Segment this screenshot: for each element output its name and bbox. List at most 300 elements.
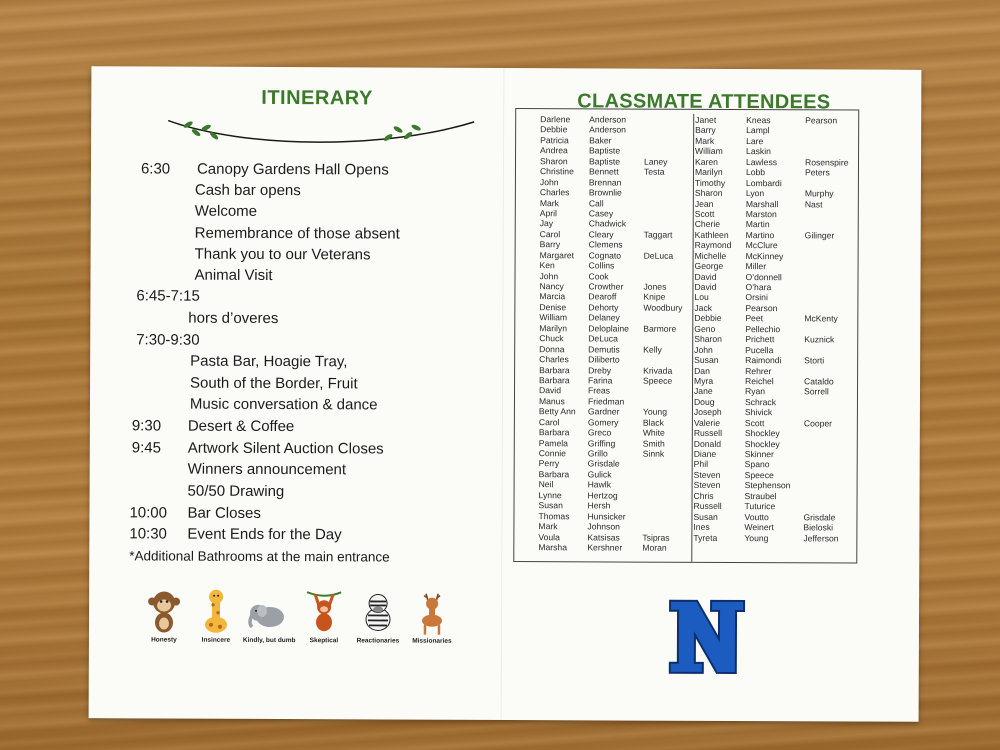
attendee-first-name: John <box>539 176 559 187</box>
itinerary-desc: 50/50 Drawing <box>187 482 285 501</box>
attendee-last-name: Hunsicker <box>587 510 626 522</box>
attendee-last-name: McKinney <box>745 250 784 261</box>
attendee-married-name <box>804 282 848 293</box>
itinerary-desc: South of the Border, Fruit <box>190 374 358 393</box>
attendee-married-name <box>804 449 848 460</box>
itinerary-desc: Animal Visit <box>194 266 273 284</box>
attendee-first-name: Mark <box>539 197 559 208</box>
attendee-married-name: Knipe <box>643 292 666 303</box>
itinerary-desc: Desert & Coffee <box>187 417 295 436</box>
attendee-married-name: Cataldo <box>804 376 834 387</box>
attendee-married-name <box>644 261 683 272</box>
attendee-first-name: Lou <box>694 292 709 303</box>
attendee-last-name: Shockley <box>744 428 780 439</box>
attendee-last-name: Greco <box>587 427 612 438</box>
attendee-last-name: Casey <box>588 208 614 219</box>
attendee-last-name: Chadwick <box>588 218 627 229</box>
attendee-first-name: Christine <box>539 166 574 177</box>
attendee-last-name: Delaney <box>588 312 620 323</box>
itinerary-desc: Remembrance of those absent <box>194 224 400 243</box>
attendee-first-name: Barbara <box>539 375 570 386</box>
attendee-first-name: Thomas <box>538 510 570 521</box>
attendee-last-name: Brownlie <box>588 187 622 198</box>
animal-label: Skeptical <box>309 637 339 645</box>
itinerary-desc: Cash bar opens <box>194 181 301 200</box>
attendee-first-name: Timothy <box>694 177 726 188</box>
attendee-last-name: Dreby <box>588 364 612 375</box>
itinerary-desc: Artwork Silent Auction Closes <box>187 439 384 458</box>
itinerary-time: 10:30 <box>129 525 167 543</box>
attendee-last-name: Laskin <box>746 146 771 157</box>
attendee-married-name <box>804 345 848 356</box>
attendee-first-name: David <box>694 281 717 292</box>
attendee-last-name: Straubel <box>744 490 777 501</box>
attendee-last-name: Johnson <box>587 521 620 532</box>
attendee-first-name: Carol <box>538 416 560 427</box>
animal-zebra <box>353 589 403 644</box>
attendee-first-name: Jane <box>693 386 713 397</box>
program-sheet <box>89 66 922 722</box>
attendee-last-name: Ryan <box>744 386 766 397</box>
attendee-first-name: John <box>539 270 559 281</box>
attendee-married-name <box>804 408 848 419</box>
itinerary-desc: Event Ends for the Day <box>187 525 342 544</box>
monkey-icon <box>145 588 183 634</box>
attendee-last-name: McClure <box>745 240 778 251</box>
attendee-first-name: Steven <box>693 469 721 480</box>
attendee-married-name: Young <box>642 406 668 417</box>
attendee-last-name: DeLuca <box>588 333 618 344</box>
attendee-last-name: Pearson <box>745 302 778 314</box>
deer-icon <box>413 590 451 636</box>
itinerary-time: 10:00 <box>129 504 168 522</box>
attendee-last-name: Prichett <box>745 334 775 345</box>
attendee-first-name: Donald <box>693 438 722 449</box>
attendee-last-name: Schrack <box>744 396 777 407</box>
attendee-first-name: Denise <box>539 302 567 313</box>
itinerary-time: 7:30-9:30 <box>136 331 200 349</box>
attendee-first-name: Connie <box>538 448 566 459</box>
attendee-married-name <box>804 324 848 335</box>
attendee-married-name <box>803 501 847 512</box>
attendee-married-name: Black <box>642 417 664 428</box>
giraffe-icon <box>197 589 235 635</box>
attendee-married-name <box>804 460 848 471</box>
itinerary-time: 6:30 <box>140 160 171 178</box>
attendee-last-name: Katsisas <box>587 531 620 543</box>
attendee-married-name: Taggart <box>643 229 673 240</box>
animal-label: Missionaries <box>412 637 452 645</box>
attendee-married-name <box>643 386 682 397</box>
attendee-last-name: Hertzog <box>587 490 618 501</box>
left-first-names <box>538 114 577 553</box>
attendee-last-name: Griffing <box>587 437 616 449</box>
attendee-first-name: Voula <box>538 531 560 542</box>
bathroom-note: *Additional Bathrooms at the main entrance <box>129 548 390 565</box>
attendee-married-name: Bieloski <box>803 522 834 533</box>
attendee-married-name <box>804 293 848 304</box>
itinerary-desc: Canopy Gardens Hall Opens <box>196 160 389 179</box>
attendee-first-name: William <box>695 146 723 157</box>
attendee-first-name: Chris <box>693 490 714 501</box>
attendee-last-name: Speece <box>744 469 774 481</box>
attendee-last-name: Lawless <box>745 156 778 167</box>
attendee-last-name: Clemens <box>588 239 623 250</box>
attendee-first-name: Ines <box>693 521 710 532</box>
attendee-last-name: Call <box>588 197 604 208</box>
attendee-married-name: Nast <box>804 198 823 209</box>
attendee-first-name: Janet <box>695 114 717 125</box>
attendee-last-name: Martin <box>745 219 770 230</box>
attendee-married-name <box>643 355 682 366</box>
attendee-first-name: Mark <box>695 135 715 146</box>
attendee-married-name: Tsipras <box>642 532 670 543</box>
left-last-names <box>587 114 630 553</box>
attendee-last-name: Marshall <box>745 198 779 209</box>
attendee-married-name: Kelly <box>643 344 662 355</box>
attendee-married-name <box>805 136 849 147</box>
orangutan-icon <box>305 589 343 635</box>
attendee-first-name: Karen <box>694 156 718 167</box>
attendee-first-name: Barry <box>539 239 561 250</box>
animal-giraffe <box>191 589 241 644</box>
attendee-first-name: Sharon <box>539 155 568 167</box>
attendee-married-name: Grisdale <box>803 511 836 523</box>
attendee-last-name: Shivick <box>744 407 773 418</box>
attendee-married-name <box>804 481 848 492</box>
animal-orangutan <box>299 589 349 644</box>
itinerary-desc: Bar Closes <box>187 504 261 522</box>
attendee-first-name: Barbara <box>539 364 570 375</box>
attendee-first-name: Patricia <box>540 135 569 146</box>
attendee-last-name: Shockley <box>744 438 780 449</box>
attendee-first-name: Russell <box>693 427 723 439</box>
attendee-last-name: Baker <box>589 135 612 146</box>
attendee-last-name: Lare <box>746 135 764 146</box>
attendee-married-name <box>644 188 683 199</box>
attendee-last-name: Lampl <box>746 125 770 136</box>
attendee-last-name: Raimondi <box>745 355 782 366</box>
animal-label: Reactionaries <box>356 637 400 645</box>
attendee-last-name: Freas <box>587 385 611 396</box>
itinerary-time: 6:45-7:15 <box>136 287 200 305</box>
attendee-first-name: Carol <box>539 228 561 240</box>
attendee-first-name: John <box>694 344 713 355</box>
attendee-first-name: Jack <box>694 302 713 313</box>
attendee-married-name <box>805 261 849 272</box>
attendee-last-name: Grisdale <box>587 458 620 469</box>
attendee-married-name <box>804 303 848 314</box>
attendee-first-name: Doug <box>693 396 715 407</box>
attendee-last-name: Cook <box>588 270 609 282</box>
attendee-last-name: Rehrer <box>745 365 772 376</box>
attendee-first-name: Diane <box>693 448 717 459</box>
attendee-married-name: Murphy <box>804 188 834 199</box>
animal-monkey <box>139 588 189 643</box>
attendee-last-name: Hersh <box>587 500 611 511</box>
zebra-icon <box>359 589 397 635</box>
itinerary-desc: Pasta Bar, Hoagie Tray, <box>190 352 348 371</box>
attendee-last-name: Pellechio <box>745 323 781 334</box>
attendee-last-name: Gulick <box>587 469 612 480</box>
attendee-first-name: William <box>539 312 568 323</box>
attendee-married-name <box>805 147 849 158</box>
attendee-married-name: Barmore <box>643 323 677 334</box>
attendee-married-name: Gilinger <box>804 230 835 241</box>
attendee-married-name: McKenty <box>804 313 838 324</box>
attendee-married-name <box>643 334 682 345</box>
attendee-last-name: Demutis <box>588 343 620 355</box>
attendee-married-name: Sorrell <box>803 386 829 397</box>
attendee-first-name: Sharon <box>694 334 722 345</box>
attendee-first-name: Cherie <box>694 219 721 230</box>
attendee-last-name: Stephenson <box>744 480 791 491</box>
attendee-last-name: Collins <box>588 260 615 271</box>
attendee-married-name: Peters <box>804 167 830 178</box>
attendee-married-name: Woodbury <box>643 302 683 313</box>
attendee-married-name <box>804 439 848 450</box>
attendee-last-name: Baptiste <box>589 145 621 156</box>
attendee-married-name <box>643 396 682 407</box>
attendee-married-name <box>644 146 683 157</box>
attendee-married-name: Testa <box>643 166 665 177</box>
attendee-married-name <box>804 272 848 283</box>
attendee-married-name: Jefferson <box>803 532 839 543</box>
attendee-married-name <box>643 313 682 324</box>
attendee-last-name: Marston <box>745 208 777 220</box>
attendee-married-name <box>644 240 683 251</box>
attendee-first-name: Myra <box>694 375 714 386</box>
attendee-last-name: Peet <box>745 313 764 324</box>
attendee-married-name <box>805 251 849 262</box>
attendee-first-name: Marilyn <box>694 167 723 178</box>
attendee-married-name <box>642 511 681 522</box>
attendee-last-name: O’hara <box>745 282 772 293</box>
attendee-first-name: Pamela <box>538 437 568 448</box>
attendee-married-name <box>804 397 848 408</box>
itinerary-desc: Winners announcement <box>187 460 347 479</box>
itinerary-time: 9:30 <box>131 417 162 435</box>
right-first-names <box>693 115 732 543</box>
attendee-last-name: Gomery <box>587 417 619 428</box>
attendee-last-name: Anderson <box>589 124 626 135</box>
attendee-first-name: Charles <box>539 354 569 365</box>
attendee-last-name: Crowther <box>588 281 624 292</box>
attendee-last-name: Gardner <box>587 406 620 417</box>
attendee-first-name: Barbara <box>538 469 570 480</box>
itinerary-desc: Music conversation & dance <box>189 395 378 414</box>
attendee-married-name: Laney <box>643 156 668 167</box>
attendee-first-name: Phil <box>693 459 709 470</box>
attendee-first-name: Barbara <box>538 427 570 438</box>
animal-deer <box>407 590 457 645</box>
attendee-first-name: Kathleen <box>694 229 729 240</box>
attendee-married-name <box>644 125 683 136</box>
attendee-last-name: Dehorty <box>588 302 619 313</box>
attendee-married-name <box>804 491 848 502</box>
attendee-married-name: Speece <box>643 375 673 386</box>
animal-legend <box>139 588 479 669</box>
attendee-last-name: Tuturice <box>744 501 776 512</box>
attendee-last-name: Kershner <box>587 542 623 553</box>
attendee-married-name <box>643 480 682 491</box>
attendee-last-name: Reichel <box>745 375 774 387</box>
attendee-last-name: Diliberto <box>588 354 620 365</box>
attendee-first-name: Susan <box>694 354 719 365</box>
attendee-last-name: Martino <box>745 229 775 240</box>
attendee-first-name: Steven <box>693 480 721 491</box>
attendee-first-name: Jay <box>539 218 554 229</box>
itinerary-desc: Welcome <box>194 202 258 220</box>
attendee-first-name: Geno <box>694 323 716 334</box>
attendee-married-name: Storti <box>804 355 825 366</box>
attendee-married-name <box>804 428 848 439</box>
attendee-married-name: Krivada <box>643 365 673 376</box>
attendee-first-name: Debbie <box>540 124 568 135</box>
attendee-last-name: Lobb <box>745 167 766 178</box>
attendee-first-name: Mark <box>538 521 558 532</box>
attendee-married-name <box>643 459 682 470</box>
attendee-first-name: Sharon <box>694 187 723 199</box>
attendee-first-name: Tyreta <box>693 532 718 543</box>
itinerary-time: 9:45 <box>131 439 162 457</box>
attendee-last-name: Dearoff <box>588 291 617 302</box>
attendee-first-name: Susan <box>538 500 563 511</box>
center-fold <box>501 68 505 720</box>
attendee-married-name <box>643 490 682 501</box>
attendee-first-name: Marilyn <box>539 322 568 334</box>
attendee-first-name: Betty Ann <box>538 406 576 417</box>
attendee-first-name: Michelle <box>694 250 727 261</box>
right-married-names <box>803 115 848 543</box>
attendee-first-name: Nancy <box>539 281 564 292</box>
attendee-last-name: Pucella <box>745 344 774 355</box>
attendee-first-name: Andrea <box>540 145 568 156</box>
attendee-last-name: Skinner <box>744 449 774 460</box>
attendee-married-name: Moran <box>642 542 667 553</box>
itinerary-list <box>129 160 471 544</box>
animal-label: Honesty <box>151 636 177 644</box>
animal-elephant <box>242 589 296 645</box>
attendee-last-name: Weinert <box>744 522 774 533</box>
attendee-married-name <box>644 115 683 126</box>
attendee-first-name: Marcia <box>539 291 566 302</box>
attendee-last-name: Grillo <box>587 448 608 459</box>
attendee-last-name: Lombardi <box>745 177 782 188</box>
attendee-married-name <box>805 220 849 231</box>
attendee-married-name <box>644 177 683 188</box>
attendee-first-name: Darlene <box>540 114 571 125</box>
attendee-married-name: Sinnk <box>642 448 665 459</box>
attendee-last-name: Young <box>744 532 769 543</box>
attendee-first-name: Raymond <box>694 240 732 251</box>
attendee-last-name: Farina <box>588 375 613 386</box>
attendee-married-name <box>805 126 849 137</box>
itinerary-desc: hors d’overes <box>188 309 279 328</box>
attendee-married-name <box>643 271 682 282</box>
attendee-first-name: Susan <box>693 511 718 522</box>
attendee-married-name <box>644 209 683 220</box>
attendee-last-name: Anderson <box>589 114 627 125</box>
attendee-married-name <box>644 135 683 146</box>
attendee-first-name: Margaret <box>539 249 575 260</box>
animal-label: Kindly, but dumb <box>242 636 296 645</box>
attendee-married-name: Kuznick <box>804 334 835 345</box>
attendee-first-name: Lynne <box>538 489 562 500</box>
attendee-last-name: Baptiste <box>588 156 621 167</box>
attendee-first-name: Russell <box>693 501 722 512</box>
attendee-married-name: DeLuca <box>643 250 674 261</box>
elephant-icon <box>246 589 290 635</box>
attendee-married-name <box>642 522 681 533</box>
attendee-first-name: George <box>694 260 724 272</box>
attendee-married-name <box>805 241 849 252</box>
right-last-names <box>744 115 792 543</box>
itinerary-desc: Thank you to our Veterans <box>194 245 371 264</box>
animal-label: Insincere <box>201 636 231 644</box>
vine-ornament <box>166 115 476 156</box>
attendee-last-name: Cleary <box>588 229 614 240</box>
attendee-married-name <box>805 209 849 220</box>
attendee-married-name: Smith <box>642 438 665 449</box>
attendee-married-name: Jones <box>643 281 667 292</box>
left-married-names <box>642 115 683 554</box>
attendee-first-name: Valerie <box>693 417 721 428</box>
attendee-last-name: Miller <box>745 261 767 272</box>
attendee-married-name <box>804 470 848 481</box>
attendee-last-name: Friedman <box>587 396 625 407</box>
attendee-last-name: Voutto <box>744 511 769 522</box>
attendee-first-name: Dan <box>694 365 710 376</box>
attendee-first-name: Neil <box>538 479 554 490</box>
attendee-married-name <box>644 198 683 209</box>
attendee-last-name: Lyon <box>745 188 765 199</box>
attendee-first-name: Barry <box>695 125 716 136</box>
attendee-last-name: Spano <box>744 459 770 470</box>
attendee-last-name: Deloplaine <box>588 323 629 334</box>
classmates-title: CLASSMATE ATTENDEES <box>577 90 831 114</box>
attendee-last-name: Bennett <box>588 166 619 177</box>
attendee-last-name: Scott <box>744 417 765 428</box>
attendee-first-name: April <box>539 208 558 219</box>
attendee-married-name <box>643 469 682 480</box>
attendee-married-name <box>644 219 683 230</box>
attendee-married-name: Rosenspire <box>804 157 849 168</box>
attendee-last-name: O’donnell <box>745 271 782 282</box>
attendee-first-name: Jean <box>694 198 714 209</box>
attendee-first-name: Ken <box>539 260 555 271</box>
attendee-married-name: Pearson <box>805 115 838 126</box>
attendee-married-name <box>804 366 848 377</box>
attendee-first-name: David <box>538 385 562 396</box>
attendee-last-name: Hawlk <box>587 479 612 490</box>
attendee-first-name: Donna <box>539 343 565 354</box>
attendee-married-name: White <box>642 427 665 438</box>
attendee-married-name <box>805 178 849 189</box>
attendee-married-name: Cooper <box>803 417 833 429</box>
attendee-first-name: Chuck <box>539 333 564 344</box>
attendee-married-name <box>642 501 681 512</box>
attendee-first-name: Manus <box>538 395 565 407</box>
attendee-first-name: Debbie <box>694 313 722 324</box>
attendee-first-name: David <box>694 271 717 282</box>
attendee-first-name: Perry <box>538 458 560 469</box>
attendee-first-name: Scott <box>694 208 715 219</box>
attendee-last-name: Cognato <box>588 250 622 261</box>
attendee-last-name: Orsini <box>745 292 768 303</box>
attendee-last-name: Brennan <box>588 176 622 188</box>
attendee-first-name: Marsha <box>538 542 568 553</box>
